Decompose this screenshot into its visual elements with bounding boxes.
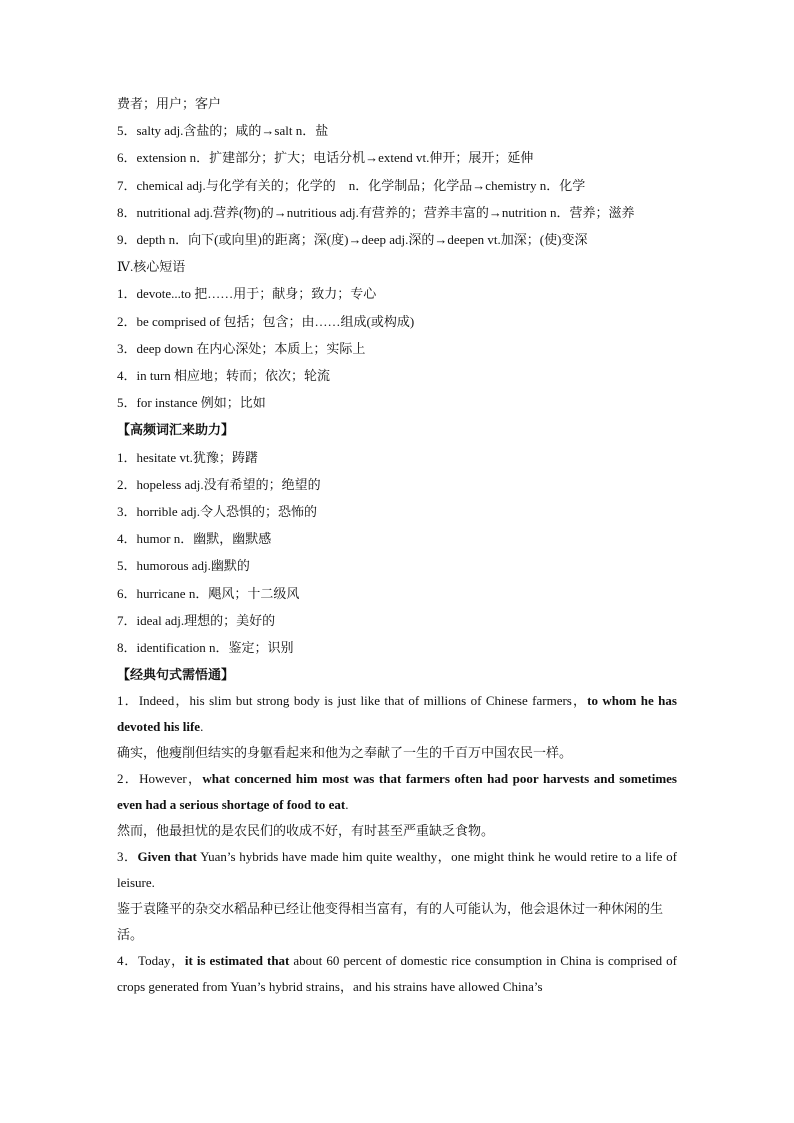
vocab-item: 8．identification n．鉴定；识别 xyxy=(117,640,294,656)
sentence-3-cn: 鉴于袁隆平的杂交水稻品种已经让他变得相当富有，有的人可能认为，他会退休过一种休闲的生活。 xyxy=(117,901,664,943)
vocab-item: 5．humorous adj.幽默的 xyxy=(117,558,250,574)
vocab-line: 费者；用户；客户 xyxy=(117,96,222,111)
document-page xyxy=(117,90,677,1000)
core-phrases-section xyxy=(117,253,677,416)
section-title: 【高频词汇来助力】 xyxy=(117,422,235,438)
vocab-item: 7．ideal adj.理想的；美好的 xyxy=(117,612,276,628)
sentence-3-en: 3．Given that Yuan’s hybrids have made him quite wealthy，one might think he would retire to a life of leisure. xyxy=(117,849,677,891)
section-title: 【经典句式需悟通】 xyxy=(117,667,235,683)
vocab-item: 1．hesitate vt.犹豫；踌躇 xyxy=(117,449,258,465)
vocab-line: 6．extension n．扩建部分；扩大；电话分机→extend vt.伸开；展开；延伸 xyxy=(117,150,534,166)
high-frequency-section xyxy=(117,416,677,661)
phrase-item: 5．for instance 例如；比如 xyxy=(117,395,266,411)
vocab-line: 7．chemical adj.与化学有关的；化学的 n．化学制品；化学品→chemistry n．化学 xyxy=(117,177,586,193)
sentence-2-cn: 然而，他最担忧的是农民们的收成不好，有时甚至严重缺乏食物。 xyxy=(117,823,495,839)
sentence-1-en: 1．Indeed，his slim but strong body is just like that of millions of Chinese farmers，to whom he has devoted his life. xyxy=(117,693,677,735)
vocab-item: 2．hopeless adj.没有希望的；绝望的 xyxy=(117,476,321,492)
vocab-line: 5．salty adj.含盐的；咸的→salt n．盐 xyxy=(117,123,329,139)
vocab-item: 3．horrible adj.令人恐惧的；恐怖的 xyxy=(117,504,318,520)
key-structure: it is estimated that xyxy=(184,953,290,969)
section-title: Ⅳ.核心短语 xyxy=(117,259,186,275)
vocab-line: 9．depth n．向下(或向里)的距离；深(度)→deep adj.深的→deepen vt.加深；(使)变深 xyxy=(117,232,588,248)
vocab-item: 4．humor n．幽默，幽默感 xyxy=(117,531,272,547)
key-structure: Given that xyxy=(137,849,197,865)
sentence-1-cn: 确实，他瘦削但结实的身躯看起来和他为之奉献了一生的千百万中国农民一样。 xyxy=(117,745,573,761)
sentence-patterns-section xyxy=(117,661,677,1000)
vocab-line: 8．nutritional adj.营养(物)的→nutritious adj.有营养的；营养丰富的→nutrition n．营养；滋养 xyxy=(117,204,635,220)
sentence-4-en: 4．Today，it is estimated that about 60 percent of domestic rice consumption in China is comprised of crops generated from Yuan’s hybrid strains，and his strains have allowed China’s xyxy=(117,953,677,995)
key-structure: what concerned him most was that farmers often had poor harvests and sometimes even had a serious shortage of food to eat xyxy=(117,771,677,813)
vocab-continued xyxy=(117,90,677,253)
vocab-item: 6．hurricane n．飓风；十二级风 xyxy=(117,585,300,601)
phrase-item: 4．in turn 相应地；转而；依次；轮流 xyxy=(117,368,331,384)
sentence-2-en: 2．However，what concerned him most was that farmers often had poor harvests and sometimes even had a serious shortage of food to eat. xyxy=(117,771,677,813)
key-structure: to whom he has devoted his life xyxy=(117,693,677,735)
phrase-item: 2．be comprised of 包括；包含；由……组成(或构成) xyxy=(117,313,415,329)
phrase-item: 1．devote...to 把……用于；献身；致力；专心 xyxy=(117,286,377,302)
phrase-item: 3．deep down 在内心深处；本质上；实际上 xyxy=(117,340,366,356)
